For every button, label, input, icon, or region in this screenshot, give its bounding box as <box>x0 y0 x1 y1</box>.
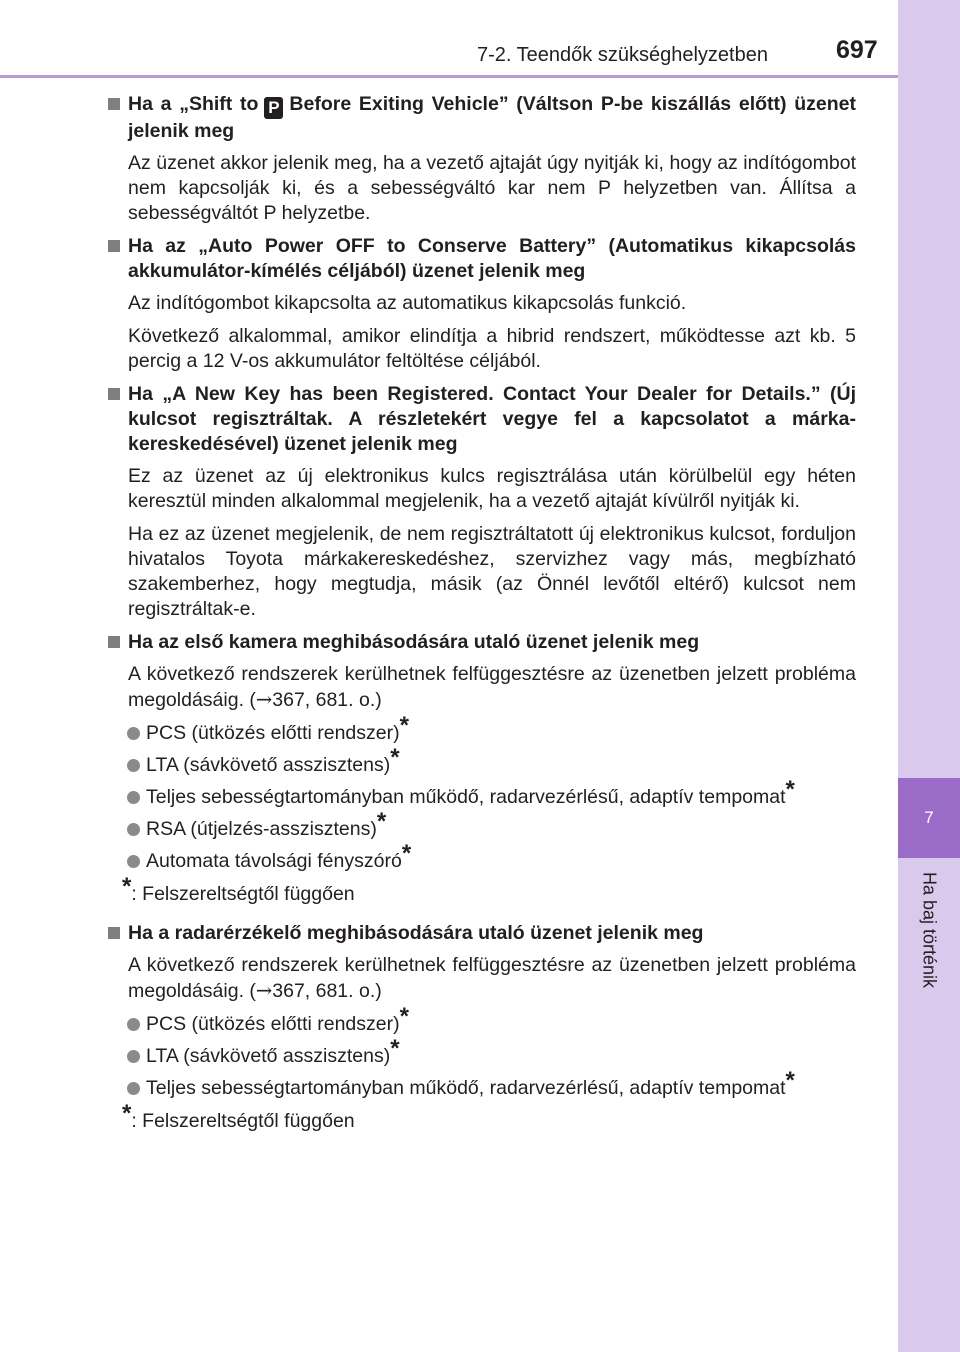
paragraph: Következő alkalommal, amikor elindítja a hibrid rendszert, működtesse azt kb. 5 percig a 12 V-os akkumulátor feltöltése céljából. <box>128 325 856 372</box>
section-heading: Ha az „Auto Power OFF to Conserve Battery” (Automatikus kikapcsolás akkumulátor-kímélés céljából) üzenet jelenik meg <box>104 234 856 284</box>
circle-bullet-icon <box>127 1082 140 1095</box>
section-heading: Ha az első kamera meghibásodására utaló üzenet jelenik meg <box>104 630 856 655</box>
asterisk-mark: * <box>399 1003 409 1030</box>
section-auto-power-off <box>104 234 856 374</box>
list-item: Teljes sebességtartományban működő, radarvezérlésű, adaptív tempomat* <box>104 785 856 810</box>
circle-bullet-icon <box>127 727 140 740</box>
list-item: LTA (sávkövető asszisztens)* <box>104 753 856 778</box>
square-bullet-icon <box>108 927 120 939</box>
section-shift-to-p <box>104 92 856 226</box>
section-heading: Ha „A New Key has been Registered. Contact Your Dealer for Details.” (Új kulcsot regisztráltak. A részletekért vegye fel a kapcsolatot a márkakereskedésével) üzenet jelenik meg <box>104 382 856 457</box>
list-item: Automata távolsági fényszóró* <box>104 849 856 874</box>
paragraph: A következő rendszerek kerülhetnek felfüggesztésre az üzenetben jelzett probléma megoldásáig. (→367, 681. o.) <box>128 663 856 711</box>
paragraph: Az üzenet akkor jelenik meg, ha a vezető ajtaját úgy nyitják ki, hogy az indítógombot nem kapcsolják ki, és a sebességváltó kar nem P helyzetben van. Állítsa a sebességváltót P helyzetbe. <box>128 152 856 224</box>
circle-bullet-icon <box>127 791 140 804</box>
section-heading: Ha a radarérzékelő meghibásodására utaló üzenet jelenik meg <box>104 921 856 946</box>
section-title: 7-2. Teendők szükséghelyzetben <box>477 44 768 66</box>
square-bullet-icon <box>108 240 120 252</box>
asterisk-mark: * <box>390 744 400 771</box>
section-front-camera <box>104 630 856 907</box>
circle-bullet-icon <box>127 1050 140 1063</box>
chapter-side-band <box>898 0 960 1352</box>
square-bullet-icon <box>108 98 120 110</box>
asterisk-mark: * <box>401 840 412 867</box>
section-radar-sensor <box>104 921 856 1134</box>
page-number: 697 <box>836 36 878 64</box>
square-bullet-icon <box>108 388 120 400</box>
list-item: RSA (útjelzés-asszisztens)* <box>104 817 856 842</box>
asterisk-mark: * <box>122 873 132 900</box>
list-item: PCS (ütközés előtti rendszer)* <box>104 721 856 746</box>
paragraph: Az indítógombot kikapcsolta az automatikus kikapcsolás funkció. <box>128 292 687 314</box>
header-divider <box>0 75 898 78</box>
square-bullet-icon <box>108 636 120 648</box>
list-item: PCS (ütközés előtti rendszer)* <box>104 1012 856 1037</box>
section-new-key-registered <box>104 382 856 622</box>
circle-bullet-icon <box>127 823 140 836</box>
arrow-right-icon: → <box>255 688 273 711</box>
footnote: *: Felszereltségtől függően <box>122 873 355 905</box>
list-item: LTA (sávkövető asszisztens)* <box>104 1044 856 1069</box>
asterisk-mark: * <box>122 1100 132 1127</box>
asterisk-mark: * <box>785 776 795 803</box>
circle-bullet-icon <box>127 855 140 868</box>
arrow-right-icon: → <box>255 979 273 1002</box>
park-p-icon: P <box>264 97 283 119</box>
asterisk-mark: * <box>399 712 409 739</box>
circle-bullet-icon <box>127 759 140 772</box>
paragraph: A következő rendszerek kerülhetnek felfüggesztésre az üzenetben jelzett probléma megoldásáig. (→367, 681. o.) <box>128 954 856 1002</box>
asterisk-mark: * <box>785 1067 795 1094</box>
chapter-title-vertical: Ha baj történik <box>919 871 940 989</box>
chapter-tab: 7 <box>898 778 960 858</box>
paragraph: Ez az üzenet az új elektronikus kulcs regisztrálása után körülbelül egy héten keresztül minden alkalommal megjelenik, ha a vezető ajtaját kívülről nyitják ki. <box>128 465 856 512</box>
page-content <box>104 86 856 1148</box>
list-item: Teljes sebességtartományban működő, radarvezérlésű, adaptív tempomat* <box>104 1076 856 1101</box>
section-heading: Ha a „Shift to P Before Exiting Vehicle” (Váltson P-be kiszállás előtt) üzenet jelenik meg <box>104 92 856 144</box>
asterisk-mark: * <box>390 1035 400 1062</box>
footnote: *: Felszereltségtől függően <box>122 1100 355 1132</box>
circle-bullet-icon <box>127 1018 140 1031</box>
asterisk-mark: * <box>376 808 387 835</box>
paragraph: Ha ez az üzenet megjelenik, de nem regisztráltatott új elektronikus kulcsot, forduljon hivatalos Toyota márkakereskedéshez, szervizhez vagy más, megbízható szakemberhez, hogy megtudja, másik (az Önnél levőtől eltérő) kulcsot nem regisztráltak-e. <box>128 523 856 620</box>
